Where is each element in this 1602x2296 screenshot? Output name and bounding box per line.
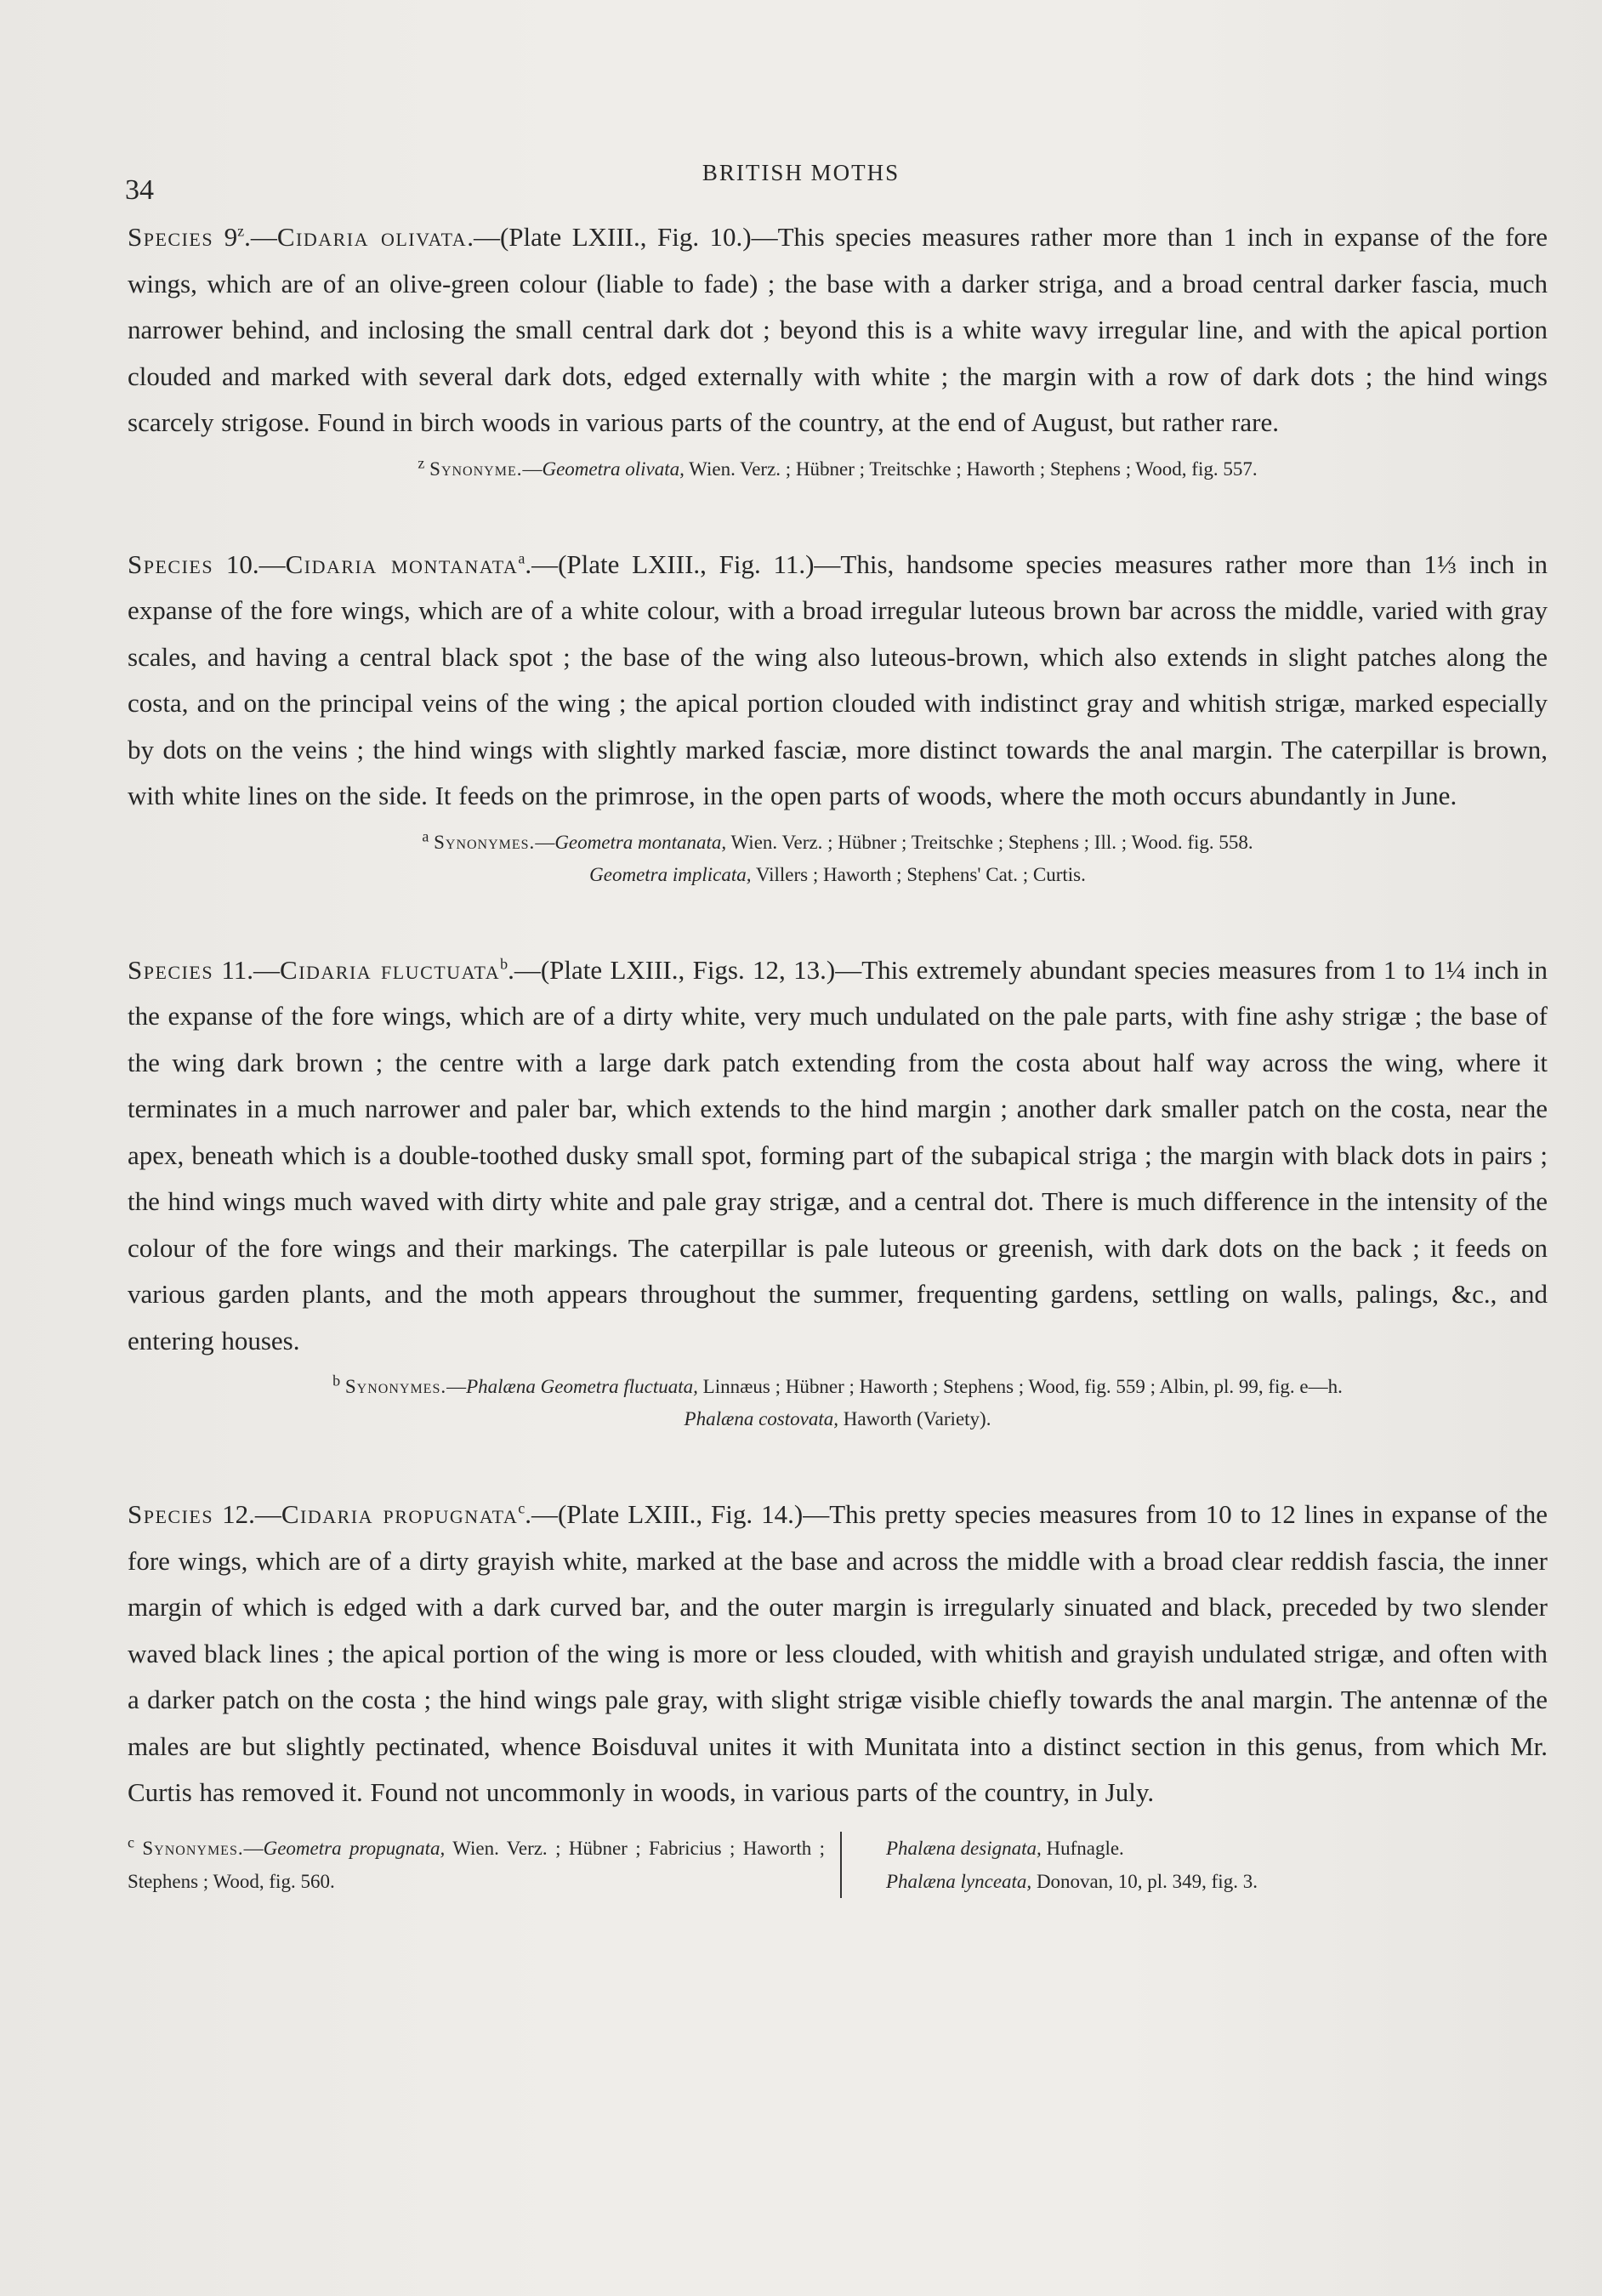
synonym-label: Synonymes.: [142, 1837, 244, 1859]
species-paragraph: Species 12.—Cidaria propugnata$^c$.—(Plate LXIII., Fig. 14.)—This pretty species measures from 10 to 12 lines in expanse of the fore wings, which are of a dirty grayish white, marked at the base and across the middle with a broad clear reddish fascia, the inner margin of which is edged with a dark curved bar, and the outer margin is irregularly sinuated and black, preceded by two slender waved black lines ; the apical portion of the wing is more or less clouded, with whitish and grayish undulated strigæ, and often with a darker patch on the costa ; the hind wings pale gray, with slight strigæ visible chiefly towards the anal margin. The antennæ of the males are but slightly pectinated, whence Boisduval unites it with Munitata into a distinct section in this genus, from which Mr. Curtis has removed it. Found not uncommonly in woods, in various parts of the country, in July.: [128, 1499, 1548, 1807]
species-number: 9: [224, 222, 238, 252]
species-number: 12: [222, 1499, 249, 1529]
species-number: 11: [221, 954, 247, 985]
species-label: Species: [128, 222, 214, 252]
synonym-authorities: Linnæus ; Hübner ; Haworth ; Stephens ; Wood, fig. 559 ; Albin, pl. 99, fig. e—h.: [697, 1376, 1343, 1397]
plate-reference: (Plate LXIII., Fig. 11.): [558, 548, 815, 579]
synonym-authorities: Wien. Verz. ; Hübner ; Treitschke ; Stephens ; Ill. ; Wood. fig. 558.: [726, 831, 1253, 853]
footnote-mark: c: [518, 1499, 525, 1517]
footnote-mark: b: [500, 955, 508, 973]
footnote-mark: a: [422, 827, 429, 844]
synonym-authorities: Hufnagle.: [1041, 1837, 1124, 1859]
synonym-authorities: Donovan, 10, pl. 349, fig. 3.: [1031, 1870, 1258, 1892]
plate-reference: (Plate LXIII., Fig. 10.): [499, 222, 752, 252]
species-description: This, handsome species measures rather more than 1⅓ inch in expanse of the fore wings, which are of a white colour, with a broad irregular luteous brown bar across the middle, varied with gray scales, and having a central black spot ; the base of the wing also luteous-brown, which also extends in slight patches along the costa, and on the principal veins of the wing ; the apical portion clouded with indistinct gray and whitish strigæ, marked especially by dots on the veins ; the hind wings with slightly marked fasciæ, more distinct towards the anal margin. The caterpillar is brown, with white lines on the side. It feeds on the primrose, in the open parts of woods, where the moth occurs abundantly in June.: [128, 548, 1548, 810]
footnote-mark: z: [418, 453, 425, 471]
species-paragraph: Species 10.—Cidaria montanata$^a$.—(Plate LXIII., Fig. 11.)—This, handsome species measures rather more than 1⅓ inch in expanse of the fore wings, which are of a white colour, with a broad irregular luteous brown bar across the middle, varied with gray scales, and having a central black spot ; the base of the wing also luteous-brown, which also extends in slight patches along the costa, and on the principal veins of the wing ; the apical portion clouded with indistinct gray and whitish strigæ, marked especially by dots on the veins ; the hind wings with slightly marked fasciæ, more distinct towards the anal margin. The caterpillar is brown, with white lines on the side. It feeds on the primrose, in the open parts of woods, where the moth occurs abundantly in June.: [128, 548, 1548, 810]
page-number: 34: [125, 174, 154, 206]
footnote-mark: b: [332, 1372, 341, 1390]
synonym-name: Geometra propugnata,: [263, 1837, 446, 1859]
species-name: Cidaria olivata: [276, 222, 468, 252]
synonym-name: Geometra montanata,: [554, 831, 727, 853]
synonym-name: Geometra olivata,: [542, 457, 685, 480]
species-number: 10: [225, 548, 253, 579]
species-entry-10: [128, 542, 1548, 891]
synonym-name: Phalæna designata,: [886, 1837, 1042, 1859]
species-description: This species measures rather more than 1 inch in expanse of the fore wings, which are of an olive-green colour (liable to fade) ; the base with a darker striga, and a broad central darker fascia, much narrower behind, and inclosing the small central dark dot ; beyond this is a white wavy irregular line, and with the apical portion clouded and marked with several dark dots, edged externally with white ; the margin with a row of dark dots ; the hind wings scarcely strigose. Found in birch woods in various parts of the country, at the end of August, but rather rare.: [128, 222, 1548, 437]
species-description: This extremely abundant species measures from 1 to 1¼ inch in the expanse of the fore wings, which are of a dirty white, very much undulated on the pale parts, with fine ashy strigæ ; the base of the wing dark brown ; the centre with a large dark patch extending from the costa about half way across the wing, where it terminates in a much narrower and paler bar, which extends to the hind margin ; another dark smaller patch on the costa, near the apex, beneath which is a double-toothed dusky small spot, forming part of the subapical striga ; the margin with black dots in pairs ; the hind wings much waved with dirty white and pale gray strigæ, and a central dot. There is much difference in the intensity of the colour of the fore wings and their markings. The caterpillar is pale luteous or greenish, with dark dots on the back ; it feeds on various garden plants, and the moth appears throughout the summer, frequenting gardens, settling on walls, palings, &c., and entering houses.: [128, 954, 1548, 1355]
footnote-mark: z: [237, 222, 245, 240]
synonym-column-left: $^c$ Synonymes.—Geometra propugnata, Wien. Verz. ; Hübner ; Fabricius ; Haworth ; Stephens ; Wood, fig. 560.: [128, 1832, 842, 1898]
species-label: Species: [128, 1499, 214, 1529]
species-paragraph: Species 11.—Cidaria fluctuata$^b$.—(Plate LXIII., Figs. 12, 13.)—This extremely abundant species measures from 1 to 1¼ inch in the expanse of the fore wings, which are of a dirty white, very much undulated on the pale parts, with fine ashy strigæ ; the base of the wing dark brown ; the centre with a large dark patch extending from the costa about half way across the wing, where it terminates in a much narrower and paler bar, which extends to the hind margin ; another dark smaller patch on the costa, near the apex, beneath which is a double-toothed dusky small spot, forming part of the subapical striga ; the margin with black dots in pairs ; the hind wings much waved with dirty white and pale gray strigæ, and a central dot. There is much difference in the intensity of the colour of the fore wings and their markings. The caterpillar is pale luteous or greenish, with dark dots on the back ; it feeds on various garden plants, and the moth appears throughout the summer, frequenting gardens, settling on walls, palings, &c., and entering houses.: [128, 954, 1548, 1355]
synonym-column-right: [842, 1832, 1258, 1898]
running-head: BRITISH MOTHS: [702, 160, 900, 185]
footnote-mark: c: [128, 1833, 134, 1850]
synonym-note: $^a$ Synonymes.—Geometra montanata, Wien. Verz. ; Hübner ; Treitschke ; Stephens ; Ill. ; Wood. fig. 558. Geometra implicata, Villers ; Haworth ; Stephens' Cat. ; Curtis.: [422, 827, 1253, 885]
synonym-authorities: Wien. Verz. ; Hübner ; Treitschke ; Haworth ; Stephens ; Wood, fig. 557.: [684, 457, 1258, 480]
synonym-label: Synonymes.: [344, 1376, 447, 1397]
synonym-name: Phalæna lynceata,: [886, 1870, 1032, 1892]
synonym-note: $^b$ Synonymes.—Phalæna Geometra fluctuata, Linnæus ; Hübner ; Haworth ; Stephens ; Wood, fig. 559 ; Albin, pl. 99, fig. e—h. Phalæna costovata, Haworth (Variety).: [332, 1372, 1343, 1429]
species-label: Species: [128, 954, 214, 985]
synonym-note: $^z$ Synonyme.—Geometra olivata, Wien. Verz. ; Hübner ; Treitschke ; Haworth ; Stephens ; Wood, fig. 557.: [418, 453, 1258, 480]
plate-reference: (Plate LXIII., Fig. 14.): [557, 1499, 804, 1529]
species-label: Species: [128, 548, 214, 579]
species-description: This pretty species measures from 10 to 12 lines in expanse of the fore wings, which are of a dirty grayish white, marked at the base and across the middle with a broad clear reddish fascia, the inner margin of which is edged with a dark curved bar, and the outer margin is irregularly sinuated and black, preceded by two slender waved black lines ; the apical portion of the wing is more or less clouded, with whitish and grayish undulated strigæ, and often with a darker patch on the costa ; the hind wings pale gray, with slight strigæ visible chiefly towards the anal margin. The antennæ of the males are but slightly pectinated, whence Boisduval unites it with Munitata into a distinct section in this genus, from which Mr. Curtis has removed it. Found not uncommonly in woods, in various parts of the country, in July.: [128, 1499, 1548, 1807]
page-content: [128, 214, 1548, 1954]
species-entry-12: [128, 1492, 1548, 1898]
species-name: Cidaria propugnata: [281, 1499, 519, 1529]
species-name: Cidaria fluctuata: [280, 954, 501, 985]
synonym-label: Synonymes.: [434, 831, 536, 853]
species-entry-11: [128, 947, 1548, 1436]
synonym-name: Geometra implicata,: [589, 863, 752, 885]
species-paragraph: Species 9$^z$.—Cidaria olivata.—(Plate LXIII., Fig. 10.)—This species measures rather more than 1 inch in expanse of the fore wings, which are of an olive-green colour (liable to fade) ; the base with a darker striga, and a broad central darker fascia, much narrower behind, and inclosing the small central dark dot ; beyond this is a white wavy irregular line, and with the apical portion clouded and marked with several dark dots, edged externally with white ; the margin with a row of dark dots ; the hind wings scarcely strigose. Found in birch woods in various parts of the country, at the end of August, but rather rare.: [128, 222, 1548, 437]
plate-reference: (Plate LXIII., Figs. 12, 13.): [540, 954, 836, 985]
synonym-label: Synonyme.: [429, 457, 523, 480]
synonym-name: Phalæna costovata,: [684, 1408, 838, 1429]
synonym-name: Phalæna Geometra fluctuata,: [466, 1376, 698, 1397]
footnote-mark: a: [518, 549, 525, 567]
synonym-note: [128, 1832, 1548, 1898]
species-name: Cidaria montanata: [285, 548, 519, 579]
species-entry-9: [128, 214, 1548, 486]
synonym-authorities: Villers ; Haworth ; Stephens' Cat. ; Curtis.: [751, 863, 1086, 885]
synonym-authorities: Haworth (Variety).: [838, 1408, 991, 1429]
synonym-authorities: Wien. Verz. ; Hübner ; Fabricius ; Haworth ; Stephens ; Wood, fig. 560.: [128, 1837, 826, 1892]
